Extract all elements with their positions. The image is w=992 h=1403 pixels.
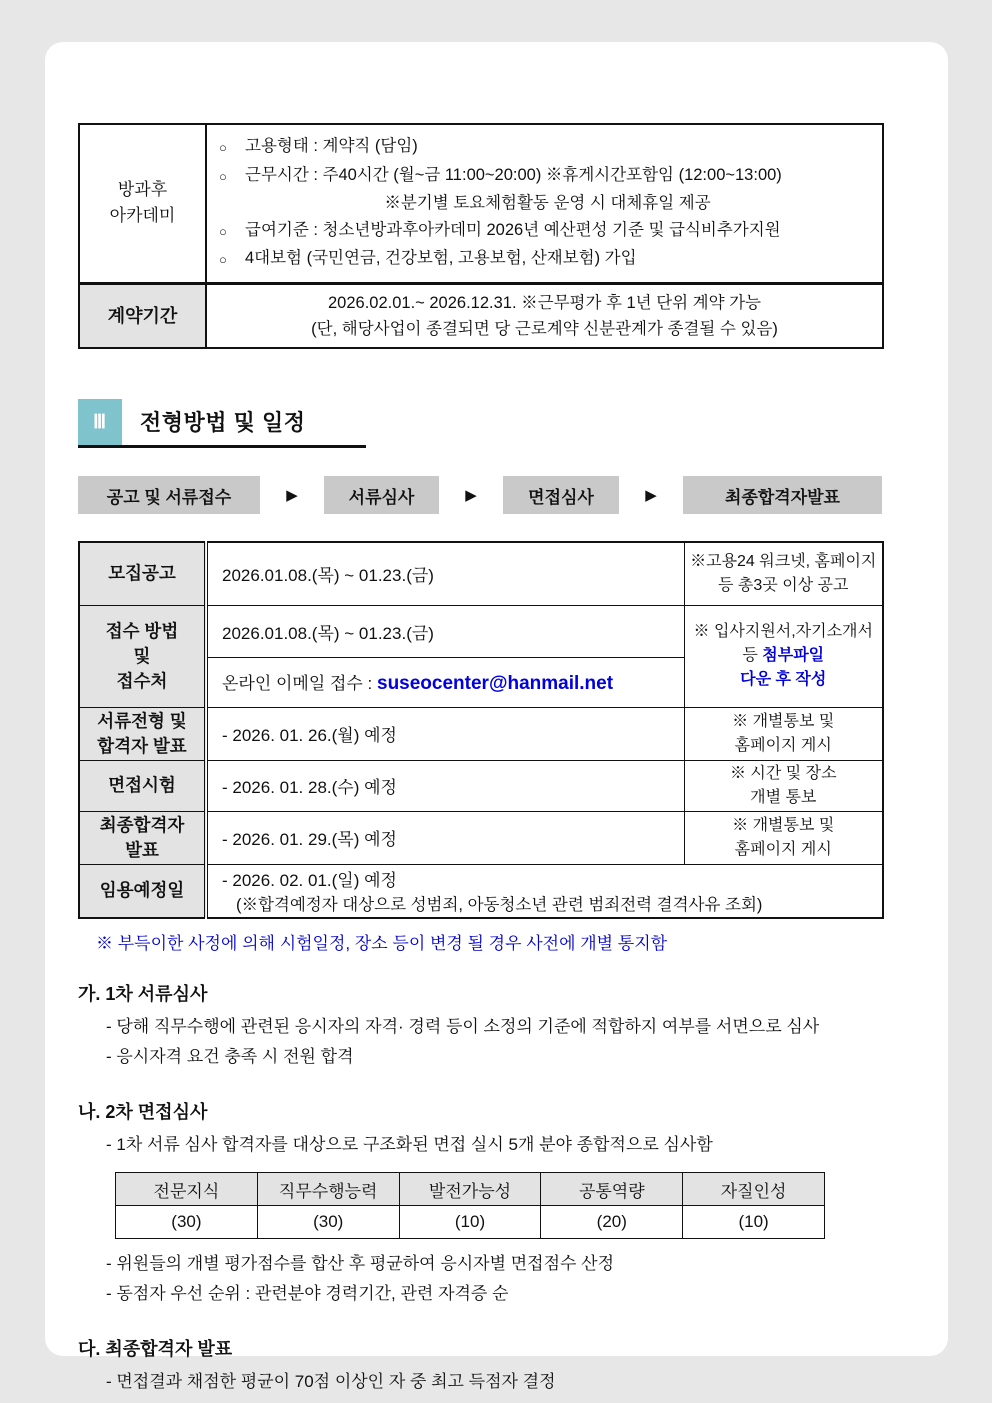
contract-period-label: 계약기간 — [79, 283, 206, 348]
bullet-item: - 면접결과 채점한 평균이 70점 이상인 자 중 최고 득점자 결정 — [106, 1372, 556, 1391]
condition-item: ○ 근무시간 : 주40시간 (월~금 11:00~20:00) ※휴게시간포함임 (12:00~13:00) — [219, 162, 876, 191]
bullet-item: - 응시자격 요건 충족 시 전원 합격 — [106, 1047, 354, 1066]
interview-date: - 2026. 01. 28.(수) 예정 — [206, 760, 684, 811]
section-na-title: 나. 2차 면접심사 — [78, 1102, 208, 1122]
afterschool-label: 방과후 아카데미 — [79, 124, 206, 283]
arrow-right-icon: ▶ — [465, 487, 477, 504]
criteria-header: 발전가능성 — [399, 1173, 541, 1206]
condition-item: ○ 고용형태 : 계약직 (담임) — [219, 133, 876, 162]
row-label-recruit: 모집공고 — [79, 542, 206, 605]
section-da — [78, 1335, 882, 1397]
circle-bullet-icon: ○ — [219, 168, 227, 184]
circle-bullet-icon: ○ — [219, 140, 227, 155]
document-card — [45, 42, 948, 1391]
section-ga-title: 가. 1차 서류심사 — [78, 984, 208, 1004]
bullet-item: - 당해 직무수행에 관련된 응시자의 자격· 경력 등이 소정의 기준에 적합하지 여부를 서면으로 심사 — [106, 1017, 820, 1036]
criteria-header: 자질인성 — [683, 1173, 825, 1206]
contract-period-value: 2026.02.01.~ 2026.12.31. ※근무평가 후 1년 단위 계약 가능 (단, 해당사업이 종결되면 당 근로계약 신분관계가 종결될 수 있음) — [206, 283, 883, 348]
apply-email-cell: 온라인 이메일 접수 : suseocenter@hanmail.net — [206, 657, 684, 707]
email-link[interactable]: suseocenter@hanmail.net — [377, 673, 614, 694]
final-result-date: - 2026. 01. 29.(목) 예정 — [206, 811, 684, 864]
table-row-appointment — [79, 864, 883, 918]
row-label-interview: 면접시험 — [79, 760, 206, 811]
table-row-apply-method — [79, 605, 883, 657]
table-row-contract-period — [79, 283, 883, 348]
table-row-document-result — [79, 707, 883, 760]
condition-item: ○ 급여기준 : 청소년방과후아카데미 2026년 예산편성 기준 및 급식비추가지원 — [219, 217, 876, 246]
row-label-apply: 접수 방법 및 접수처 — [79, 605, 206, 707]
interview-criteria-table — [115, 1172, 825, 1239]
criteria-value: (10) — [399, 1206, 541, 1239]
table-row-final-result — [79, 811, 883, 864]
flow-step-announcement: 공고 및 서류접수 — [78, 476, 260, 514]
criteria-header-row — [116, 1173, 825, 1206]
document-result-date: - 2026. 01. 26.(월) 예정 — [206, 707, 684, 760]
afterschool-details — [206, 124, 883, 283]
condition-item: ○ 4대보험 (국민연금, 건강보험, 고용보험, 산재보험) 가입 — [219, 245, 876, 274]
schedule-table — [78, 541, 884, 919]
bullet-item: - 동점자 우선 순위 : 관련분야 경력기간, 관련 자격증 순 — [106, 1284, 509, 1303]
row-label-document-result: 서류전형 및 합격자 발표 — [79, 707, 206, 760]
condition-subitem: ※분기별 토요체험활동 운영 시 대체휴일 제공 — [384, 194, 711, 212]
section-title: 전형방법 및 일정 — [140, 409, 306, 435]
bullet-item: - 1차 서류 심사 합격자를 대상으로 구조화된 면접 실시 5개 분야 종합적으로 심사함 — [106, 1135, 713, 1154]
employment-conditions-table — [78, 123, 884, 349]
bullet-item: - 위원들의 개별 평가점수를 합산 후 평균하여 응시자별 면접점수 산정 — [106, 1254, 614, 1273]
recruit-note: ※고용24 워크넷, 홈페이지 등 총3곳 이상 공고 — [684, 542, 883, 605]
criteria-header: 전문지식 — [116, 1173, 258, 1206]
document-result-note: ※ 개별통보 및 홈페이지 게시 — [684, 707, 883, 760]
criteria-value: (20) — [541, 1206, 683, 1239]
section-ga — [78, 980, 882, 1072]
interview-note: ※ 시간 및 장소 개별 통보 — [684, 760, 883, 811]
table-row-afterschool — [79, 124, 883, 283]
flow-step-document-review: 서류심사 — [324, 476, 439, 514]
arrow-right-icon: ▶ — [286, 487, 298, 504]
table-row-interview — [79, 760, 883, 811]
recruit-period: 2026.01.08.(목) ~ 01.23.(금) — [206, 542, 684, 605]
criteria-value: (30) — [116, 1206, 258, 1239]
row-label-appointment: 임용예정일 — [79, 864, 206, 918]
final-result-note: ※ 개별통보 및 홈페이지 게시 — [684, 811, 883, 864]
criteria-value: (10) — [683, 1206, 825, 1239]
section-header — [78, 399, 366, 448]
row-label-final-result: 최종합격자 발표 — [79, 811, 206, 864]
change-notice-text: ※ 부득이한 사정에 의해 시험일정, 장소 등이 변경 될 경우 사전에 개별 통지함 — [96, 934, 668, 953]
arrow-right-icon: ▶ — [645, 487, 657, 504]
table-row-recruit-notice — [79, 542, 883, 605]
circle-bullet-icon: ○ — [219, 252, 227, 267]
section-da-title: 다. 최종합격자 발표 — [78, 1339, 233, 1359]
apply-period: 2026.01.08.(목) ~ 01.23.(금) — [206, 605, 684, 657]
flow-step-interview: 면접심사 — [503, 476, 619, 514]
selection-process-flow — [78, 476, 882, 514]
criteria-value: (30) — [257, 1206, 399, 1239]
criteria-value-row — [116, 1206, 825, 1239]
criteria-header: 직무수행능력 — [257, 1173, 399, 1206]
appointment-cell: - 2026. 02. 01.(일) 예정 (※합격예정자 대상으로 성범죄, 아동청소년 관련 범죄전력 결격사유 조회) — [206, 864, 883, 918]
apply-note: ※ 입사지원서,자기소개서 등 첨부파일 다운 후 작성 — [684, 605, 883, 707]
criteria-header: 공통역량 — [541, 1173, 683, 1206]
flow-step-final-announcement: 최종합격자발표 — [683, 476, 882, 514]
section-na — [78, 1098, 882, 1309]
section-numeral-badge: Ⅲ — [78, 399, 122, 445]
circle-bullet-icon: ○ — [219, 223, 227, 239]
